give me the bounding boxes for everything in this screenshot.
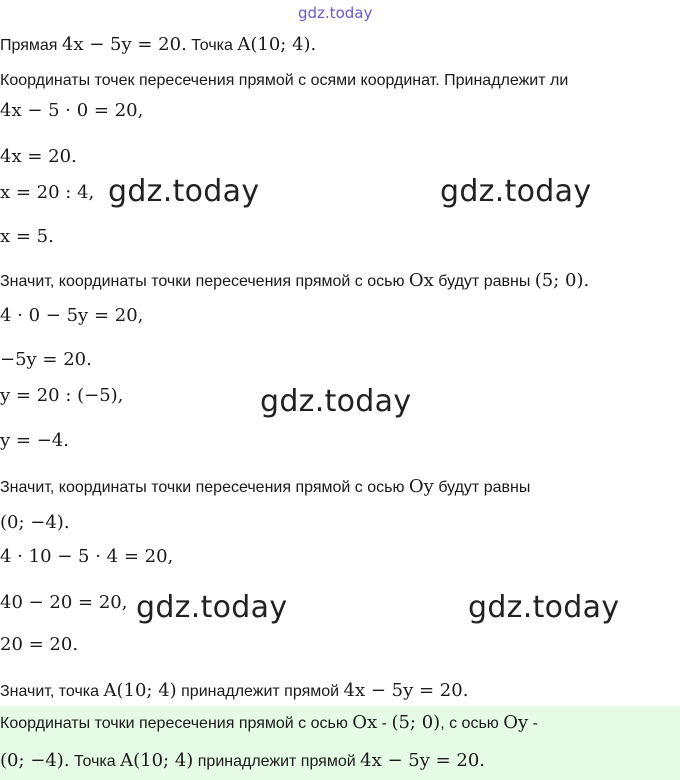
watermark: gdz.today — [468, 590, 620, 625]
answer-line-1 — [0, 712, 538, 733]
line-text: Значит, координаты точки пересечения прямой с осью — [0, 273, 405, 290]
line-12 — [0, 476, 530, 497]
line-17 — [0, 680, 468, 701]
watermark: gdz.today — [108, 174, 260, 209]
answer-text: принадлежит прямой — [197, 753, 356, 770]
math-line-11: y = −4. — [0, 430, 69, 451]
line-2: Координаты точек пересечения прямой с осями координат. Принадлежит ли — [0, 72, 569, 89]
point-label: (5; 0). — [534, 270, 590, 291]
point-label: (0; −4). — [0, 750, 70, 771]
axis-label: Ox — [352, 712, 378, 733]
math-line-15: 40 − 20 = 20, — [0, 592, 128, 613]
answer-text: Координаты точки пересечения прямой с осью — [0, 715, 348, 732]
line-text: будут равны — [438, 479, 531, 496]
line-equation: 4x − 5y = 20. — [343, 680, 469, 701]
point-label: A(10; 4) — [103, 680, 177, 701]
line-text: принадлежит прямой — [181, 683, 340, 700]
answer-line-2 — [0, 750, 485, 771]
line-text: Значит, точка — [0, 683, 100, 700]
axis-label: Oy — [503, 712, 529, 733]
line-text: Значит, координаты точки пересечения прямой с осью — [0, 479, 405, 496]
line-7 — [0, 270, 589, 291]
point-label: A(10; 4). — [237, 34, 317, 55]
math-line-10: y = 20 : (−5), — [0, 385, 124, 406]
watermark: gdz.today — [136, 590, 288, 625]
dash: - — [532, 715, 538, 732]
dash: - — [381, 715, 387, 732]
axis-label: Ox — [408, 270, 434, 291]
line-equation: 4x − 5y = 20. — [61, 34, 187, 55]
math-line-13: (0; −4). — [0, 512, 70, 533]
answer-text: Точка — [74, 753, 116, 770]
math-line-6: x = 5. — [0, 226, 54, 247]
math-line-5: x = 20 : 4, — [0, 182, 95, 203]
answer-text: , с осью — [440, 715, 499, 732]
problem-statement — [0, 34, 316, 55]
math-line-3: 4x − 5 · 0 = 20, — [0, 100, 144, 121]
math-line-14: 4 · 10 − 5 · 4 = 20, — [0, 546, 174, 567]
math-line-9: −5y = 20. — [0, 349, 92, 370]
math-line-4: 4x = 20. — [0, 146, 77, 167]
line-equation: 4x − 5y = 20. — [360, 750, 486, 771]
line-text: будут равны — [438, 273, 531, 290]
point-label: (5; 0) — [391, 712, 441, 733]
watermark: gdz.today — [260, 384, 412, 419]
math-line-8: 4 · 0 − 5y = 20, — [0, 305, 144, 326]
answer-box — [0, 706, 680, 780]
header-watermark: gdz.today — [298, 4, 373, 22]
point-label: A(10; 4) — [120, 750, 194, 771]
watermark: gdz.today — [440, 174, 592, 209]
math-line-16: 20 = 20. — [0, 634, 79, 655]
axis-label: Oy — [408, 476, 434, 497]
line-text: Точка — [191, 37, 233, 54]
line-text: Прямая — [0, 37, 58, 54]
